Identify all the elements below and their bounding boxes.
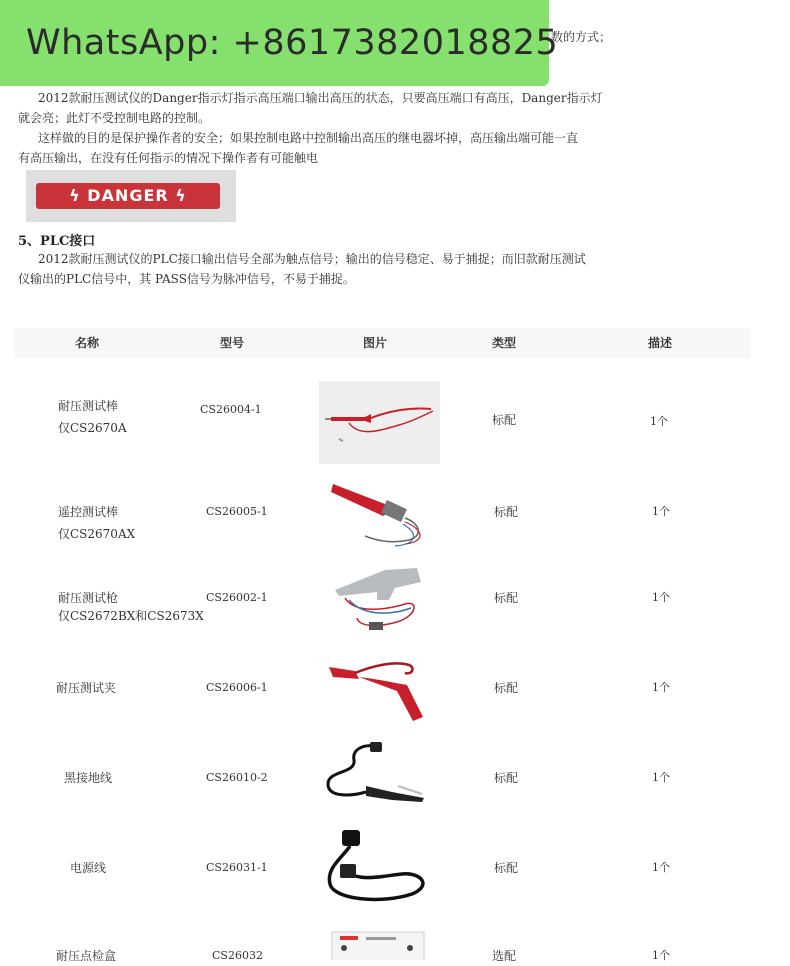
paragraph-line: 2012款耐压测试仪的PLC接口输出信号全部为触点信号；输出的信号稳定、易于捕捉；而旧款耐压测试 bbox=[38, 252, 586, 266]
row-name: 遥控测试棒 bbox=[58, 505, 119, 519]
row-name-note: 仅CS2670AX bbox=[58, 527, 136, 541]
row-desc: 1个 bbox=[650, 415, 668, 428]
header-image: 图片 bbox=[363, 336, 388, 350]
probe-icon bbox=[319, 381, 440, 464]
danger-text: DANGER bbox=[87, 186, 169, 205]
top-text-fragment: 数的方式； bbox=[551, 30, 612, 44]
row-name: 黑接地线 bbox=[64, 771, 113, 785]
lightning-icon: ϟ bbox=[168, 186, 187, 205]
row-name-note: 仅CS2672BX和CS2673X bbox=[58, 609, 204, 623]
red-test-probe-image bbox=[319, 381, 440, 464]
row-desc: 1个 bbox=[652, 771, 670, 784]
row-desc: 1个 bbox=[652, 949, 670, 962]
row-desc: 1个 bbox=[652, 861, 670, 874]
row-model: CS26031-1 bbox=[206, 861, 268, 874]
row-desc: 1个 bbox=[652, 591, 670, 604]
row-type: 标配 bbox=[494, 505, 519, 519]
paragraph-line: 这样做的目的是保护操作者的安全；如果控制电路中控制输出高压的继电器坏掉，高压输出端可能一直 bbox=[38, 131, 579, 145]
row-name: 耐压测试枪 bbox=[58, 591, 119, 605]
row-model: CS26010-2 bbox=[206, 771, 268, 784]
header-desc: 描述 bbox=[648, 336, 673, 350]
row-model: CS26032 bbox=[212, 949, 263, 962]
row-name: 耐压测试棒 bbox=[58, 399, 119, 413]
banner-text: WhatsApp: +8617382018825 bbox=[26, 23, 559, 63]
row-model: CS26002-1 bbox=[206, 591, 268, 604]
row-name: 耐压点检盒 bbox=[56, 949, 117, 963]
paragraph-line: 有高压输出，在没有任何指示的情况下操作者有可能触电 bbox=[18, 151, 319, 165]
row-desc: 1个 bbox=[652, 681, 670, 694]
row-type: 标配 bbox=[494, 591, 519, 605]
row-name: 耐压测试夹 bbox=[56, 681, 117, 695]
row-name: 电源线 bbox=[70, 861, 107, 875]
black-ground-lead-icon bbox=[322, 740, 430, 810]
section-title: 5、PLC接口 bbox=[18, 234, 96, 249]
row-type: 标配 bbox=[492, 413, 517, 427]
row-type: 标配 bbox=[494, 771, 519, 785]
row-model: CS26005-1 bbox=[206, 505, 268, 518]
header-type: 类型 bbox=[492, 336, 517, 350]
paragraph-line: 就会亮；此灯不受控制电路的控制。 bbox=[18, 111, 211, 125]
row-type: 标配 bbox=[494, 681, 519, 695]
row-type: 选配 bbox=[492, 949, 517, 963]
paragraph-plc bbox=[18, 249, 658, 289]
row-model: CS26006-1 bbox=[206, 681, 268, 694]
row-model: CS26004-1 bbox=[200, 403, 262, 416]
header-model: 型号 bbox=[220, 336, 245, 350]
whatsapp-banner bbox=[0, 0, 559, 86]
row-type: 标配 bbox=[494, 861, 519, 875]
remote-test-probe-icon bbox=[325, 478, 435, 550]
danger-indicator-image bbox=[26, 170, 236, 222]
paragraph-line: 2012款耐压测试仪的Danger指示灯指示高压端口输出高压的状态，只要高压端口有高压，Danger指示灯 bbox=[38, 91, 603, 105]
test-gun-icon bbox=[325, 560, 425, 638]
danger-label bbox=[36, 183, 220, 209]
lightning-icon: ϟ bbox=[69, 186, 88, 205]
paragraph-safety bbox=[18, 128, 658, 168]
row-desc: 1个 bbox=[652, 505, 670, 518]
power-cord-icon bbox=[322, 828, 430, 904]
row-name-note: 仅CS2670A bbox=[58, 421, 127, 435]
paragraph-line: 仪输出的PLC信号中，其 PASS信号为脉冲信号，不易于捕捉。 bbox=[18, 272, 355, 286]
check-box-icon bbox=[330, 930, 426, 960]
red-test-clip-icon bbox=[325, 655, 430, 725]
paragraph-danger-light bbox=[18, 88, 658, 128]
header-name: 名称 bbox=[75, 336, 100, 350]
